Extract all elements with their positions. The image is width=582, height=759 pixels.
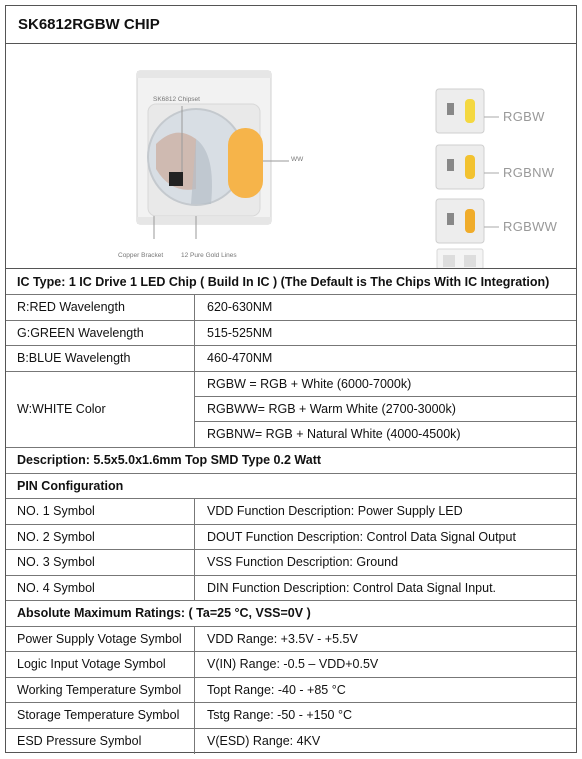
- variant-rgbnw-label: RGBNW: [503, 165, 555, 180]
- table-row: [6, 550, 576, 576]
- rating-value: Topt Range: -40 - +85 °C: [207, 682, 346, 697]
- table-row: [6, 652, 576, 678]
- white-color-value: RGBWW= RGB + Warm White (2700-3000k): [195, 397, 576, 422]
- description-row: [6, 448, 576, 474]
- ratings-header-row: [6, 601, 576, 627]
- rating-label: Logic Input Votage Symbol: [6, 652, 195, 677]
- table-row: [6, 678, 576, 704]
- variant-rgbnw-chip: [436, 145, 499, 189]
- rating-label: Power Supply Votage Symbol: [6, 627, 195, 652]
- rating-value: Tstg Range: -50 - +150 °C: [207, 708, 353, 723]
- table-row: [6, 627, 576, 653]
- bare-chip-side: [437, 249, 483, 268]
- variant-rgbw-label: RGBW: [503, 109, 545, 124]
- wavelength-value: 460-470NM: [207, 351, 273, 366]
- pin-header-row: [6, 474, 576, 500]
- variant-rgbww-chip: [436, 199, 499, 243]
- pin-label: NO. 1 Symbol: [6, 499, 195, 524]
- table-row: [6, 576, 576, 602]
- wavelength-value: 620-630NM: [207, 300, 273, 315]
- table-row: [6, 295, 576, 321]
- ww-pad: [228, 128, 263, 198]
- pin-label: NO. 2 Symbol: [6, 525, 195, 550]
- table-row: [6, 525, 576, 551]
- table-row: [6, 703, 576, 729]
- rating-value: V(IN) Range: -0.5 – VDD+0.5V: [207, 657, 379, 672]
- table-row: [6, 321, 576, 347]
- rating-label: Storage Temperature Symbol: [6, 703, 195, 728]
- ratings-heading: Absolute Maximum Ratings: ( Ta=25 °C, VSS=0V ): [17, 606, 311, 621]
- spec-sheet: [5, 5, 577, 753]
- pin-label: NO. 3 Symbol: [6, 550, 195, 575]
- ic-type: IC Type: 1 IC Drive 1 LED Chip ( Build In IC ) (The Default is The Chips With IC Integration): [17, 274, 550, 289]
- variant-rgbww-label: RGBWW: [503, 219, 558, 234]
- chipset-label: SK6812 Chipset: [153, 96, 200, 103]
- chip-figure: [6, 44, 576, 269]
- wavelength-label: R:RED Wavelength: [6, 295, 195, 320]
- table-row: [6, 346, 576, 372]
- white-color-label: W:WHITE Color: [6, 372, 195, 448]
- white-color-row: [6, 372, 576, 449]
- rating-value: V(ESD) Range: 4KV: [207, 734, 321, 749]
- wavelength-label: B:BLUE Wavelength: [6, 346, 195, 371]
- description: Description: 5.5x5.0x1.6mm Top SMD Type 0.2 Watt: [17, 453, 322, 468]
- ic-type-row: [6, 269, 576, 295]
- rating-label: ESD Pressure Symbol: [6, 729, 195, 755]
- pin-value: DOUT Function Description: Control Data Signal Output: [207, 529, 516, 544]
- white-color-value: RGBNW= RGB + Natural White (4000-4500k): [207, 427, 461, 442]
- rating-value: VDD Range: +3.5V - +5.5V: [207, 631, 358, 646]
- pin-value: VSS Function Description: Ground: [207, 555, 399, 570]
- gold-lines-label: 12 Pure Gold Lines: [181, 252, 237, 259]
- page-title: SK6812RGBW CHIP: [6, 6, 576, 44]
- table-row: [6, 499, 576, 525]
- copper-bracket-label: Copper Bracket: [118, 252, 164, 259]
- pin-value: DIN Function Description: Control Data Signal Input.: [207, 580, 497, 595]
- table-row: [6, 729, 576, 755]
- pin-value: VDD Function Description: Power Supply LED: [207, 504, 463, 519]
- pin-label: NO. 4 Symbol: [6, 576, 195, 601]
- white-color-value: RGBW = RGB + White (6000-7000k): [195, 372, 576, 397]
- wavelength-value: 515-525NM: [207, 325, 273, 340]
- variant-rgbw-chip: [436, 89, 499, 133]
- wavelength-label: G:GREEN Wavelength: [6, 321, 195, 346]
- pin-configuration-heading: PIN Configuration: [17, 478, 124, 493]
- rating-label: Working Temperature Symbol: [6, 678, 195, 703]
- ww-label: WW: [291, 156, 304, 163]
